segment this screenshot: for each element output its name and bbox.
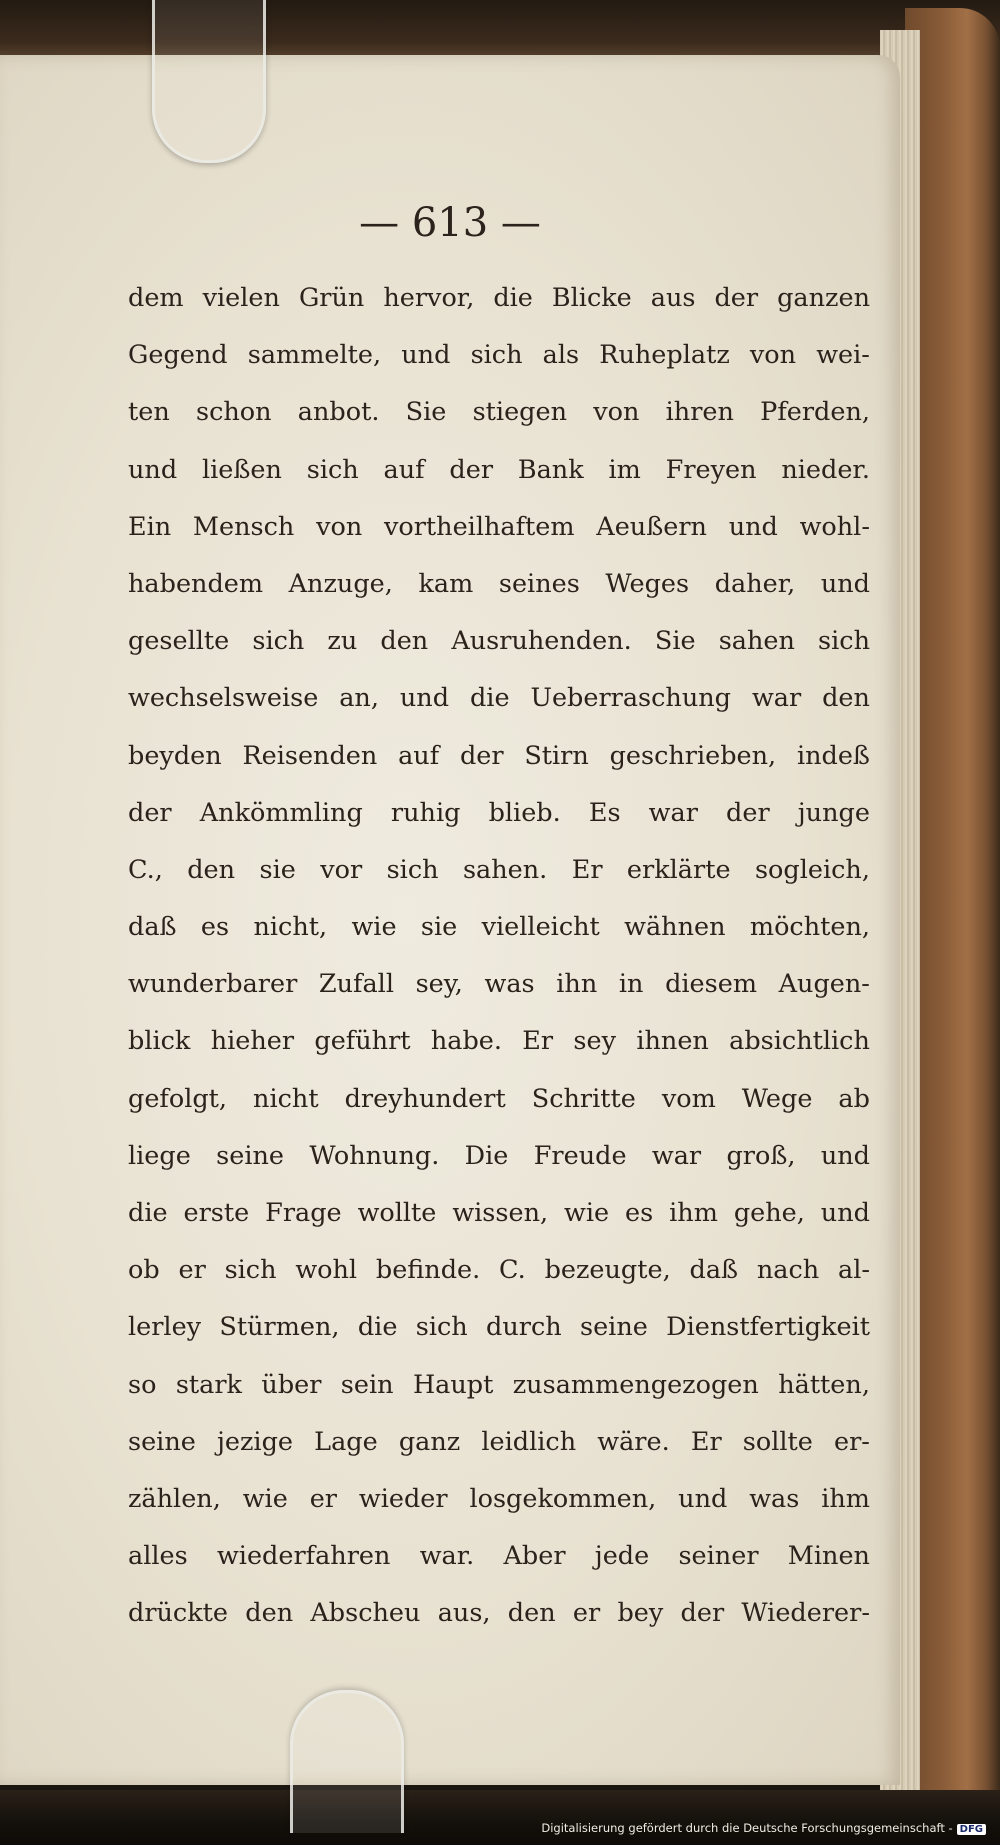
page-number: — 613 — [359, 200, 541, 246]
credit-text: Digitalisierung gefördert durch die Deutsche Forschungsgemeinschaft - [541, 1821, 953, 1835]
top-clip [152, 0, 266, 163]
text-line: ten schon anbot. Sie stiegen von ihren Pferden, [128, 397, 870, 428]
text-line: so stark über sein Haupt zusammengezogen hätten, [128, 1369, 870, 1400]
text-line: wechselsweise an, und die Ueberraschung war den [128, 683, 870, 714]
text-line: ob er sich wohl befinde. C. bezeugte, daß nach al- [128, 1255, 870, 1286]
text-line: seine jezige Lage ganz leidlich wäre. Er sollte er- [128, 1426, 870, 1457]
footer-strip [0, 1790, 1000, 1845]
text-line: daß es nicht, wie sie vielleicht wähnen möchten, [128, 912, 870, 943]
text-line: liege seine Wohnung. Die Freude war groß, und [128, 1140, 870, 1171]
text-line: wunderbarer Zufall sey, was ihn in diesem Augen- [128, 969, 870, 1000]
text-line: alles wiederfahren war. Aber jede seiner Minen [128, 1541, 870, 1572]
text-line: zählen, wie er wieder losgekommen, und was ihm [128, 1483, 870, 1514]
text-line: beyden Reisenden auf der Stirn geschrieben, indeß [128, 740, 870, 771]
body-text [128, 270, 870, 1643]
digitization-credit [541, 1821, 986, 1835]
bottom-clip [290, 1690, 404, 1833]
text-line: C., den sie vor sich sahen. Er erklärte sogleich, [128, 854, 870, 885]
text-line: Gegend sammelte, und sich als Ruheplatz von wei- [128, 340, 870, 371]
text-line: habendem Anzuge, kam seines Weges daher, und [128, 568, 870, 599]
text-line: lerley Stürmen, die sich durch seine Dienstfertigkeit [128, 1312, 870, 1343]
text-line: gefolgt, nicht dreyhundert Schritte vom Wege ab [128, 1083, 870, 1114]
text-line: drückte den Abscheu aus, den er bey der Wiederer- [128, 1598, 870, 1629]
text-line: gesellte sich zu den Ausruhenden. Sie sahen sich [128, 626, 870, 657]
text-line: der Ankömmling ruhig blieb. Es war der junge [128, 797, 870, 828]
text-line: und ließen sich auf der Bank im Freyen nieder. [128, 454, 870, 485]
text-line: blick hieher geführt habe. Er sey ihnen absichtlich [128, 1026, 870, 1057]
dfg-logo: DFG [957, 1824, 986, 1835]
text-line: Ein Mensch von vortheilhaftem Aeußern und wohl- [128, 511, 870, 542]
binding-top [0, 0, 1000, 60]
text-line: die erste Frage wollte wissen, wie es ihm gehe, und [128, 1198, 870, 1228]
text-line: dem vielen Grün hervor, die Blicke aus der ganzen [128, 283, 870, 313]
